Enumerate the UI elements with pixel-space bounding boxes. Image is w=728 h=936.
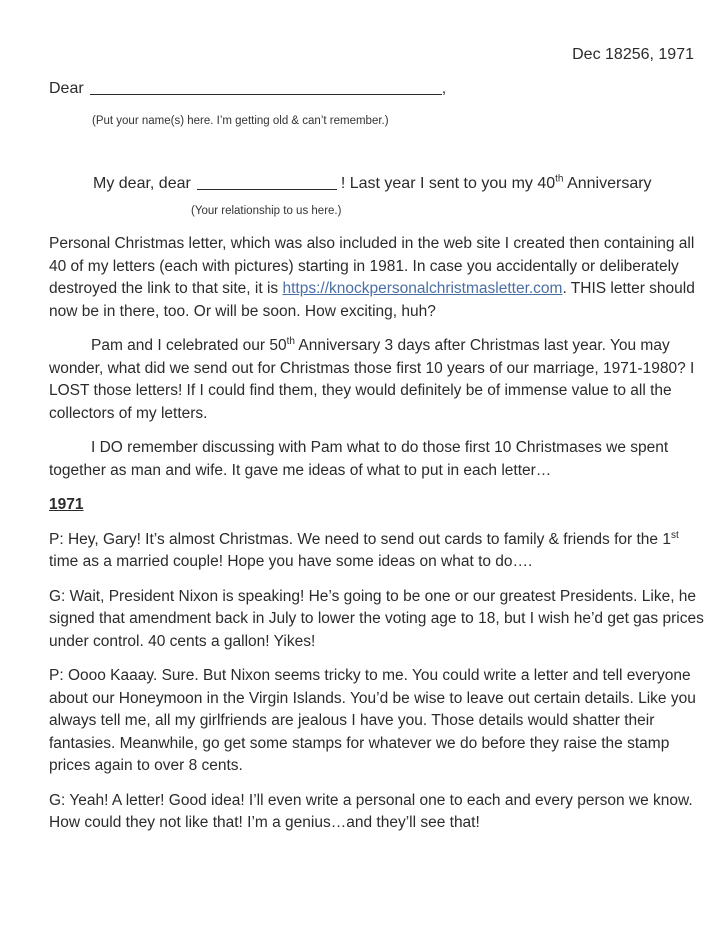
letter-body xyxy=(49,233,709,847)
year-heading: 1971 xyxy=(49,496,84,513)
salutation-line xyxy=(49,78,446,98)
name-blank xyxy=(90,78,442,95)
dialogue-4: G: Yeah! A letter! Good idea! I’ll even write a personal one to each and every person we know. How could they not like that! I’m a genius…and they’ll see that! xyxy=(49,791,693,831)
relationship-note: (Your relationship to us here.) xyxy=(191,205,342,217)
letter-date: Dec 18256, 1971 xyxy=(572,46,694,63)
dialogue-2: G: Wait, President Nixon is speaking! He’s going to be one or our greatest Presidents. Like, he signed that amendment back in July to lower the voting age to 18, but I wish he’d get gas prices under control. 40 cents a gallon! Yikes! xyxy=(49,587,704,650)
paragraph-2: Pam and I celebrated our 50th Anniversary 3 days after Christmas last year. You may wonder, what did we send out for Christmas those first 10 years of our marriage, 1971-1980? I LOST those letters! If I could find them, they would definitely be of immense value to all the collectors of my letters. xyxy=(49,335,695,422)
dialogue-3: P: Oooo Kaaay. Sure. But Nixon seems tricky to me. You could write a letter and tell everyone about our Honeymoon in the Virgin Islands. You’d be wise to leave out certain details. Like you always tell me, all my girlfriends are jealous I have you. Those details would shatter their fantasies. Meanwhile, go get some stamps for whatever we do before they raise the stamp prices again to over 8 cents. xyxy=(49,667,696,774)
paragraph-1: Personal Christmas letter, which was also included in the web site I created then containing all 40 of my letters (each with pictures) starting in 1981. In case you accidentally or deliberately destroyed the link to that site, it is https://knockpersonalchristmasletter.com. THIS letter should now be in there, too. Or will be soon. How exciting, huh? xyxy=(49,235,695,320)
intro-line xyxy=(93,173,652,193)
dialogue-1: P: Hey, Gary! It’s almost Christmas. We need to send out cards to family & friends for the 1st time as a married couple! Hope you have some ideas on what to do…. xyxy=(49,529,679,570)
salutation: Dear xyxy=(49,80,84,97)
name-note: (Put your name(s) here. I’m getting old & can’t remember.) xyxy=(92,115,389,127)
relationship-blank xyxy=(197,173,337,190)
paragraph-3: I DO remember discussing with Pam what to do those first 10 Christmases we spent together as man and wife. It gave me ideas of what to put in each letter… xyxy=(49,439,669,479)
website-link[interactable]: https://knockpersonalchristmasletter.com xyxy=(282,280,563,297)
salutation-comma: , xyxy=(441,80,447,97)
intro-start: My dear, dear xyxy=(93,175,191,192)
intro-rest: ! Last year I sent to you my 40th Anniversary xyxy=(340,173,652,192)
